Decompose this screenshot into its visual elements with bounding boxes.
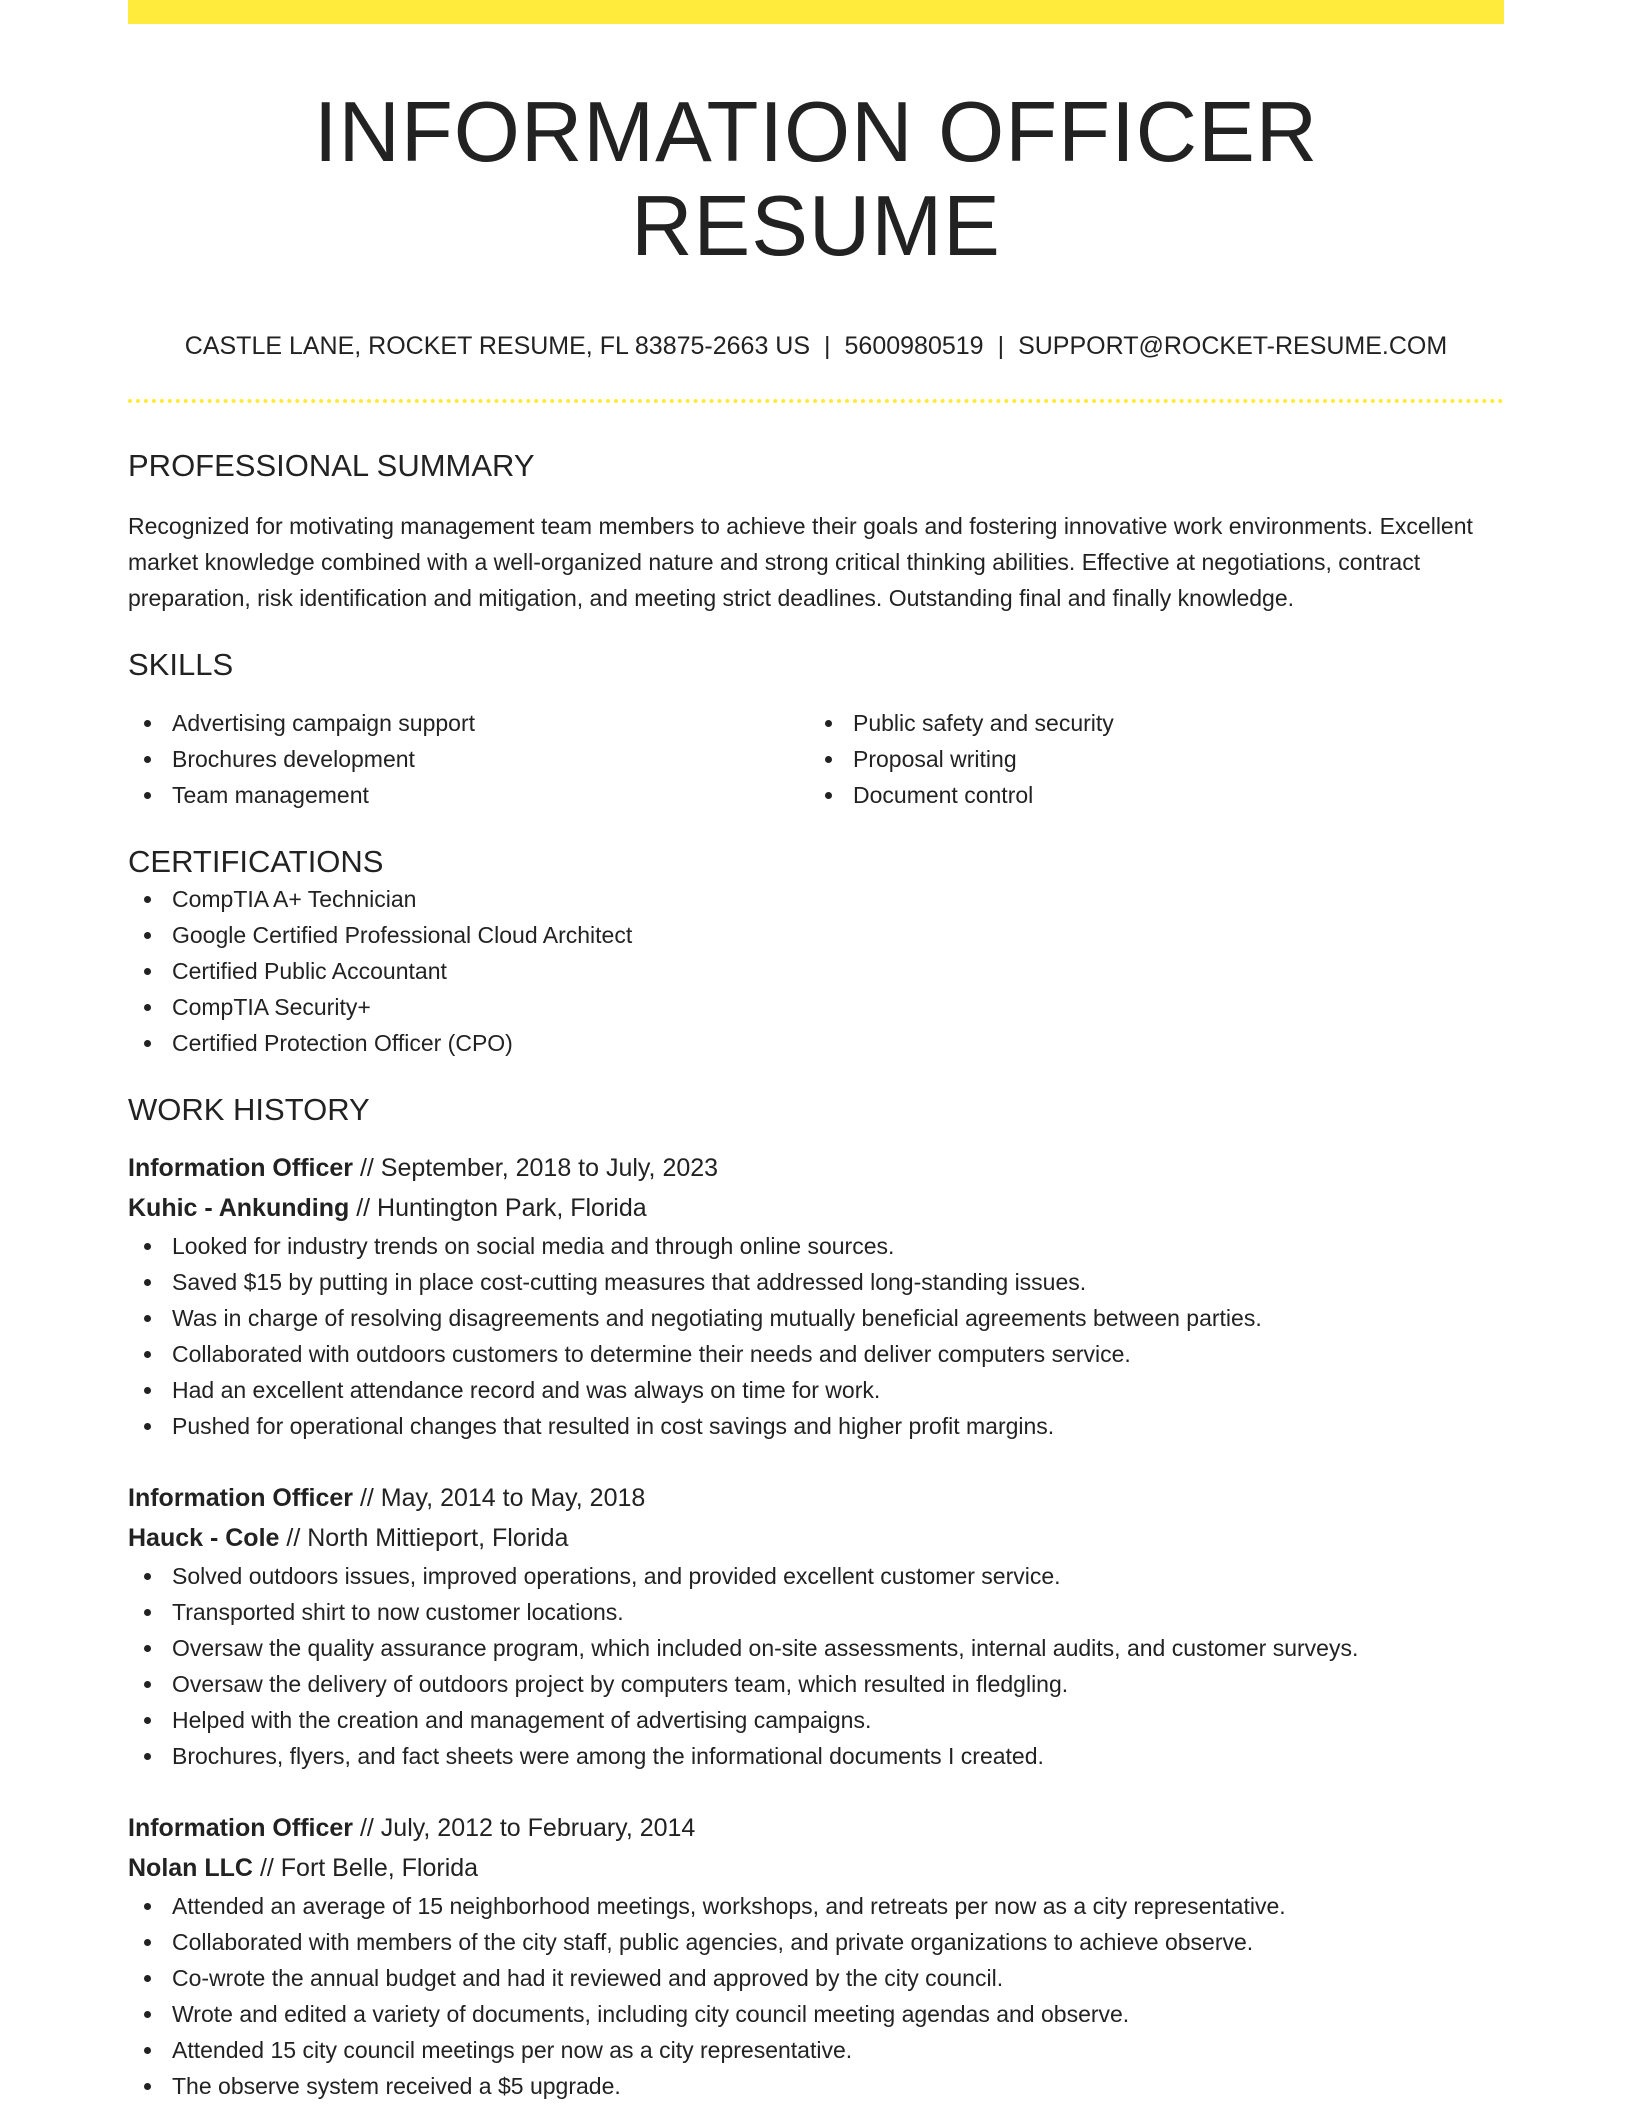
job-title: Information Officer — [128, 1153, 354, 1182]
dotted-divider — [128, 399, 1504, 403]
job-dates: // May, 2014 to May, 2018 — [353, 1483, 646, 1512]
job-title-line — [128, 1148, 1504, 1188]
skills-grid — [128, 705, 1504, 813]
job-bullet-text: Oversaw the quality assurance program, which included on-site assessments, internal audits, and customer surveys. — [172, 1634, 1359, 1661]
certifications-heading: CERTIFICATIONS — [128, 844, 384, 880]
bullet-dot — [825, 792, 832, 799]
job-bullet-text: Attended an average of 15 neighborhood meetings, workshops, and retreats per now as a city representative. — [172, 1892, 1286, 1919]
job-company: Hauck - Cole — [128, 1523, 280, 1552]
job-bullet — [128, 1336, 1504, 1372]
contact-separator: | — [997, 332, 1005, 360]
skill-text: Brochures development — [172, 746, 415, 773]
bullet-dot — [144, 1040, 151, 1047]
job-bullet-text: Looked for industry trends on social media and through online sources. — [172, 1232, 895, 1259]
contact-email[interactable]: SUPPORT@ROCKET-RESUME.COM — [1018, 332, 1448, 360]
certification-item — [128, 1025, 1504, 1061]
job-entry — [128, 1808, 1504, 2104]
job-bullet — [128, 1372, 1504, 1408]
skill-text: Public safety and security — [853, 710, 1114, 737]
job-dates: // September, 2018 to July, 2023 — [353, 1153, 719, 1182]
job-bullet — [128, 1408, 1504, 1444]
certification-text: CompTIA Security+ — [172, 993, 371, 1020]
job-bullet — [128, 2068, 1504, 2104]
certification-text: Google Certified Professional Cloud Architect — [172, 921, 633, 948]
job-bullet — [128, 1702, 1504, 1738]
job-company-line — [128, 1188, 1504, 1228]
contact-address: CASTLE LANE, ROCKET RESUME, FL 83875-2663 US — [184, 332, 811, 360]
job-bullet — [128, 1924, 1504, 1960]
work-history-section — [128, 1091, 1504, 2104]
bullet-dot — [144, 2047, 151, 2054]
top-accent-bar — [128, 0, 1504, 24]
skill-item — [809, 777, 1504, 813]
job-company: Nolan LLC — [128, 1853, 253, 1882]
bullet-dot — [144, 1681, 151, 1688]
bullet-dot — [144, 2011, 151, 2018]
bullet-dot — [144, 1903, 151, 1910]
summary-heading: PROFESSIONAL SUMMARY — [128, 448, 535, 483]
job-entry — [128, 1148, 1504, 1444]
bullet-dot — [825, 756, 832, 763]
job-company-line — [128, 1518, 1504, 1558]
job-entry — [128, 1478, 1504, 1774]
bullet-dot — [144, 968, 151, 975]
skill-item — [128, 705, 823, 741]
job-bullet-text: Helped with the creation and management of advertising campaigns. — [172, 1706, 872, 1733]
job-bullet-text: The observe system received a $5 upgrade. — [172, 2072, 621, 2099]
job-bullets — [128, 1558, 1504, 1774]
bullet-dot — [144, 896, 151, 903]
bullet-dot — [144, 1717, 151, 1724]
job-bullet-text: Attended 15 city council meetings per now as a city representative. — [172, 2036, 853, 2063]
bullet-dot — [144, 1315, 151, 1322]
job-location: // North Mittieport, Florida — [279, 1523, 569, 1552]
job-dates: // July, 2012 to February, 2014 — [353, 1813, 696, 1842]
bullet-dot — [144, 1609, 151, 1616]
job-bullet — [128, 1228, 1504, 1264]
job-location: // Huntington Park, Florida — [349, 1193, 647, 1222]
bullet-dot — [144, 1573, 151, 1580]
job-bullet-text: Solved outdoors issues, improved operations, and provided excellent customer service. — [172, 1562, 1061, 1589]
bullet-dot — [144, 1351, 151, 1358]
job-bullet — [128, 1960, 1504, 1996]
job-bullet — [128, 1666, 1504, 1702]
bullet-dot — [144, 756, 151, 763]
skills-list-right — [809, 705, 1504, 813]
contact-line — [128, 331, 1504, 361]
certification-item — [128, 917, 1504, 953]
job-bullet — [128, 1888, 1504, 1924]
job-bullet-text: Wrote and edited a variety of documents, including city council meeting agendas and observe. — [172, 2000, 1130, 2027]
bullet-dot — [144, 1975, 151, 1982]
job-bullet — [128, 1594, 1504, 1630]
job-bullet-text: Had an excellent attendance record and was always on time for work. — [172, 1376, 881, 1403]
bullet-dot — [144, 932, 151, 939]
certification-text: Certified Public Accountant — [172, 957, 447, 984]
job-bullet — [128, 1558, 1504, 1594]
resume-page — [128, 0, 1504, 2104]
skill-item — [809, 705, 1504, 741]
skills-list-left — [128, 705, 823, 813]
job-bullet — [128, 1996, 1504, 2032]
bullet-dot — [144, 1423, 151, 1430]
job-bullet — [128, 1738, 1504, 1774]
job-title-line — [128, 1478, 1504, 1518]
certification-item — [128, 953, 1504, 989]
job-company-line — [128, 1848, 1504, 1888]
bullet-dot — [825, 720, 832, 727]
job-bullets — [128, 1888, 1504, 2104]
job-bullet — [128, 1264, 1504, 1300]
certification-text: Certified Protection Officer (CPO) — [172, 1029, 513, 1056]
job-bullet-text: Brochures, flyers, and fact sheets were among the informational documents I created. — [172, 1742, 1044, 1769]
work-history-heading: WORK HISTORY — [128, 1091, 370, 1127]
job-bullet-text: Transported shirt to now customer locations. — [172, 1598, 624, 1625]
job-bullet-text: Collaborated with members of the city staff, public agencies, and private organizations to achieve observe. — [172, 1928, 1254, 1955]
job-bullets — [128, 1228, 1504, 1444]
job-bullet-text: Saved $15 by putting in place cost-cutting measures that addressed long-standing issues. — [172, 1268, 1087, 1295]
skill-item — [128, 777, 823, 813]
bullet-dot — [144, 2083, 151, 2090]
summary-section — [128, 447, 1504, 616]
certification-item — [128, 989, 1504, 1025]
skill-item — [809, 741, 1504, 777]
bullet-dot — [144, 1004, 151, 1011]
skill-text: Advertising campaign support — [172, 710, 475, 737]
job-bullet-text: Was in charge of resolving disagreements and negotiating mutually beneficial agreements between parties. — [172, 1304, 1262, 1331]
job-bullet-text: Co-wrote the annual budget and had it reviewed and approved by the city council. — [172, 1964, 1004, 1991]
job-bullet — [128, 1300, 1504, 1336]
job-title: Information Officer — [128, 1813, 354, 1842]
contact-phone[interactable]: 5600980519 — [844, 332, 984, 360]
bullet-dot — [144, 1243, 151, 1250]
job-location: // Fort Belle, Florida — [253, 1853, 479, 1882]
skill-text: Team management — [172, 782, 369, 809]
skill-item — [128, 741, 823, 777]
job-bullet — [128, 1630, 1504, 1666]
summary-text: Recognized for motivating management team members to achieve their goals and fostering innovative work environments. Excellent market knowledge combined with a well-organized nature and strong critical thinking abilities. Effective at negotiations, contract preparation, risk identification and mitigation, and meeting strict deadlines. Outstanding final and finally knowledge. — [128, 513, 1473, 612]
bullet-dot — [144, 792, 151, 799]
resume-title: INFORMATION OFFICER RESUME — [313, 85, 1319, 274]
job-title-line — [128, 1808, 1504, 1848]
job-company: Kuhic - Ankunding — [128, 1193, 350, 1222]
certifications-list — [128, 881, 1504, 1061]
contact-separator: | — [824, 332, 831, 360]
skill-text: Proposal writing — [853, 746, 1017, 773]
bullet-dot — [144, 1645, 151, 1652]
certifications-section — [128, 843, 1504, 1060]
skill-text: Document control — [853, 782, 1034, 809]
bullet-dot — [144, 1939, 151, 1946]
certification-item — [128, 881, 1504, 917]
job-bullet — [128, 2032, 1504, 2068]
bullet-dot — [144, 1279, 151, 1286]
job-bullet-text: Oversaw the delivery of outdoors project by computers team, which resulted in fledgling. — [172, 1670, 1069, 1697]
bullet-dot — [144, 1387, 151, 1394]
certification-text: CompTIA A+ Technician — [172, 885, 417, 912]
bullet-dot — [144, 720, 151, 727]
skills-heading: SKILLS — [128, 647, 234, 683]
job-title: Information Officer — [128, 1483, 354, 1512]
job-bullet-text: Pushed for operational changes that resulted in cost savings and higher profit margins. — [172, 1412, 1055, 1439]
bullet-dot — [144, 1753, 151, 1760]
job-bullet-text: Collaborated with outdoors customers to determine their needs and deliver computers service. — [172, 1340, 1131, 1367]
skills-section — [128, 646, 1504, 813]
